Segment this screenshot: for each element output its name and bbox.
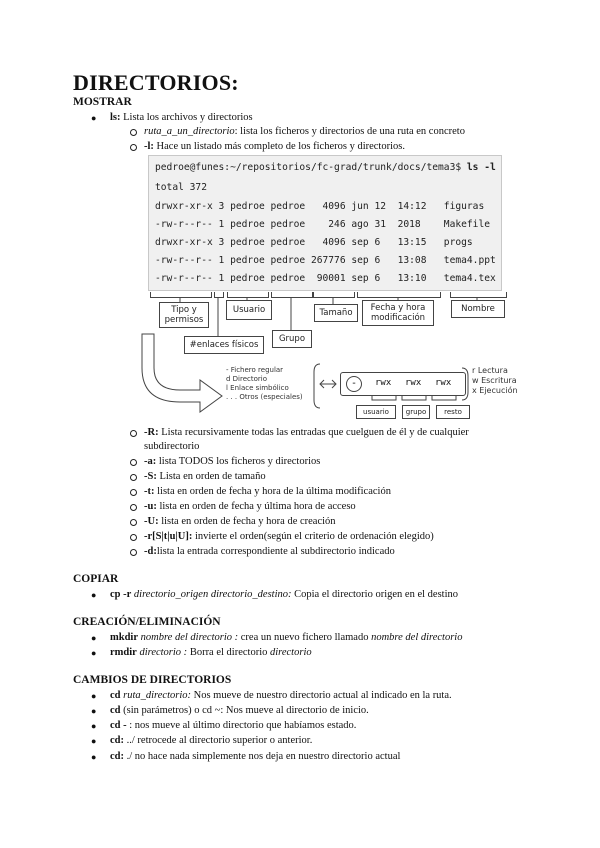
label-enlaces-fisicos: #enlaces físicos (184, 336, 264, 354)
legend-enlace: l Enlace simbólico (226, 384, 289, 392)
terminal-row: -rw-r--r-- 1 pedroe pedroe 267776 sep 6 13:08 tema4.ppt (155, 255, 496, 266)
mkdir-line: mkdir nombre del directorio : crea un nuevo fichero llamado nombre del directorio (110, 632, 463, 643)
label-fecha-hora: Fecha y hora modificación (362, 300, 434, 326)
perm-usuario: rwx (375, 378, 392, 388)
option-d: -d:lista la entrada correspondiente al subdirectorio indicado (144, 546, 395, 557)
option-r: -r[S|t|u|U]: invierte el orden(según el criterio de ordenación elegido) (144, 531, 434, 542)
section-cambios-heading: CAMBIOS DE DIRECTORIOS (73, 674, 232, 686)
terminal-screenshot (148, 155, 502, 291)
cd-line-4: cd: ../ retrocede al directorio superior o anterior. (110, 735, 313, 746)
option-a: -a: lista TODOS los ficheros y directorios (144, 456, 321, 467)
cd-line-2: cd (sin parámetros) o cd ~: Nos mueve al directorio de inicio. (110, 705, 369, 716)
terminal-row: -rw-r--r-- 1 pedroe pedroe 90001 sep 6 13:10 tema4.tex (155, 273, 496, 284)
rmdir-line: rmdir directorio : Borra el directorio directorio (110, 647, 312, 658)
perm-label-usuario: usuario (356, 405, 396, 419)
cd-line-5: cd: ./ no hace nada simplemente nos deja en nuestro directorio actual (110, 751, 401, 762)
label-usuario: Usuario (226, 300, 272, 320)
section-mostrar-heading: MOSTRAR (73, 96, 132, 108)
rwx-escritura: w Escritura (472, 376, 517, 385)
label-tipo-permisos: Tipo y permisos (159, 302, 209, 328)
bullet-icon: ● (91, 648, 97, 658)
terminal-row: drwxr-xr-x 3 pedroe pedroe 4096 sep 6 13:15 progs (155, 237, 473, 248)
label-grupo: Grupo (272, 330, 312, 348)
bullet-icon: ● (91, 633, 97, 643)
bullet-icon: ● (91, 752, 97, 762)
page-title: DIRECTORIOS: (73, 70, 239, 95)
bullet-icon: ● (91, 691, 97, 701)
legend-otros: . . . Otros (especiales) (226, 393, 303, 401)
bullet-icon: ● (91, 706, 97, 716)
section-copiar-heading: COPIAR (73, 573, 119, 585)
perm-grupo: rwx (405, 378, 422, 388)
option-S: -S: Lista en orden de tamaño (144, 471, 266, 482)
circle-bullet-icon (130, 459, 137, 466)
circle-bullet-icon (130, 144, 137, 151)
rwx-ejecucion: x Ejecución (472, 386, 518, 395)
circle-bullet-icon (130, 504, 137, 511)
perm-type-dash: - (346, 376, 362, 392)
circle-bullet-icon (130, 519, 137, 526)
legend-fichero: - Fichero regular (226, 366, 284, 374)
cd-line-1: cd ruta_directorio: Nos mueve de nuestro directorio actual al indicado en la ruta. (110, 690, 452, 701)
terminal-row: drwxr-xr-x 3 pedroe pedroe 4096 jun 12 14:12 figuras (155, 201, 485, 212)
cd-line-3: cd - : nos mueve al último directorio que habíamos estado. (110, 720, 357, 731)
cp-line: cp -r directorio_origen directorio_destino: Copia el directorio origen en el destino (110, 589, 458, 600)
circle-bullet-icon (130, 474, 137, 481)
bullet-icon: ● (91, 590, 97, 600)
label-tamano: Tamaño (314, 304, 358, 322)
bullet-icon: ● (91, 736, 97, 746)
terminal-prompt-line: pedroe@funes:~/repositorios/fc-grad/trunk/docs/tema3$ ls -l (155, 162, 496, 173)
circle-bullet-icon (130, 549, 137, 556)
perm-braces (370, 394, 470, 404)
label-nombre: Nombre (451, 300, 505, 318)
legend-directorio: d Directorio (226, 375, 268, 383)
section-creacion-heading: CREACIÓN/ELIMINACIÓN (73, 616, 221, 628)
rwx-lectura: r Lectura (472, 366, 508, 375)
bullet-icon: ● (91, 721, 97, 731)
ls-line: ls: Lista los archivos y directorios (110, 112, 253, 123)
perm-label-resto: resto (436, 405, 470, 419)
l-option-line: -l: Hace un listado más completo de los ficheros y directorios. (144, 141, 405, 152)
ruta-line: ruta_a_un_directorio: lista los ficheros y directorios de una ruta en concreto (144, 126, 465, 137)
circle-bullet-icon (130, 534, 137, 541)
option-U: -U: lista en orden de fecha y hora de creación (144, 516, 336, 527)
option-R-cont: subdirectorio (144, 441, 200, 452)
perm-resto: rwx (435, 378, 452, 388)
permissions-box (340, 372, 466, 396)
terminal-total: total 372 (155, 182, 207, 193)
option-t: -t: lista en orden de fecha y hora de la última modificación (144, 486, 391, 497)
circle-bullet-icon (130, 430, 137, 437)
circle-bullet-icon (130, 129, 137, 136)
circle-bullet-icon (130, 489, 137, 496)
option-R: -R: Lista recursivamente todas las entradas que cuelguen de él y de cualquier (144, 427, 469, 438)
perm-label-grupo: grupo (402, 405, 430, 419)
option-u: -u: lista en orden de fecha y última hora de acceso (144, 501, 356, 512)
bullet-icon: ● (91, 113, 97, 123)
terminal-row: -rw-r--r-- 1 pedroe pedroe 246 ago 31 2018 Makefile (155, 219, 491, 230)
